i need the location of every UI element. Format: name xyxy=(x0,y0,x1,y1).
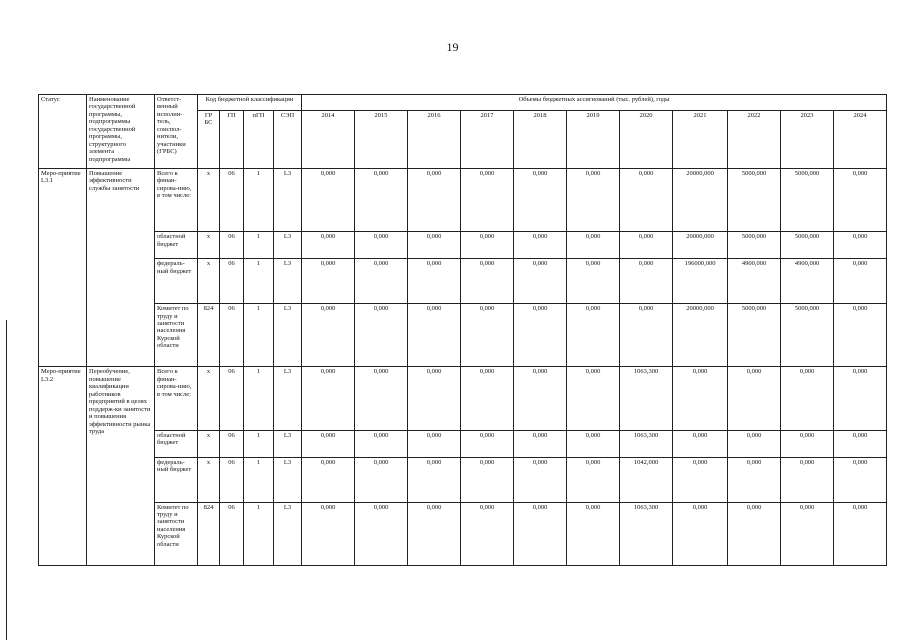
value-cell: 0,000 xyxy=(620,232,673,259)
value-cell: 0,000 xyxy=(302,502,355,565)
value-cell: 0,000 xyxy=(461,367,514,430)
value-cell: 0,000 xyxy=(728,367,781,430)
name-cell: Переобучение, повышение квалификации работников предприятий в целях поддерж-ки занятости и повышения эффективности рынка труда xyxy=(87,367,155,566)
header-year: 2022 xyxy=(728,111,781,169)
value-cell: 0,000 xyxy=(302,367,355,430)
gp-cell: 06 xyxy=(220,232,244,259)
value-cell: 0,000 xyxy=(355,430,408,457)
executor-cell: областной бюджет xyxy=(155,232,198,259)
value-cell: 0,000 xyxy=(408,304,461,367)
pgp-cell: 1 xyxy=(244,169,274,232)
value-cell: 0,000 xyxy=(620,169,673,232)
value-cell: 20000,000 xyxy=(673,169,728,232)
executor-cell: Всего к финан-сирова-нию, в том числе: xyxy=(155,169,198,232)
value-cell: 20000,000 xyxy=(673,232,728,259)
sep-cell: L3 xyxy=(274,457,302,502)
header-year: 2018 xyxy=(514,111,567,169)
value-cell: 0,000 xyxy=(461,259,514,304)
header-name: Наименование государственной программы, подпрограммы государственной программы, структурного элемента подпрограммы xyxy=(87,95,155,169)
header-year: 2014 xyxy=(302,111,355,169)
grbs-cell: 824 xyxy=(198,502,220,565)
value-cell: 0,000 xyxy=(728,502,781,565)
value-cell: 0,000 xyxy=(834,304,887,367)
value-cell: 1063,300 xyxy=(620,367,673,430)
header-year: 2017 xyxy=(461,111,514,169)
header-year: 2016 xyxy=(408,111,461,169)
status-cell: Меро-приятие L3.1 xyxy=(39,169,87,367)
value-cell: 0,000 xyxy=(620,259,673,304)
pgp-cell: 1 xyxy=(244,457,274,502)
value-cell: 0,000 xyxy=(408,169,461,232)
value-cell: 0,000 xyxy=(355,304,408,367)
value-cell: 0,000 xyxy=(514,457,567,502)
pgp-cell: 1 xyxy=(244,259,274,304)
value-cell: 5000,000 xyxy=(781,304,834,367)
grbs-cell: x xyxy=(198,232,220,259)
value-cell: 0,000 xyxy=(514,169,567,232)
value-cell: 0,000 xyxy=(567,232,620,259)
grbs-cell: 824 xyxy=(198,304,220,367)
value-cell: 0,000 xyxy=(302,169,355,232)
value-cell: 196000,000 xyxy=(673,259,728,304)
value-cell: 0,000 xyxy=(514,259,567,304)
value-cell: 0,000 xyxy=(408,367,461,430)
value-cell: 1063,300 xyxy=(620,502,673,565)
value-cell: 0,000 xyxy=(834,430,887,457)
value-cell: 0,000 xyxy=(514,367,567,430)
sep-cell: L3 xyxy=(274,232,302,259)
value-cell: 0,000 xyxy=(673,502,728,565)
gp-cell: 06 xyxy=(220,169,244,232)
sep-cell: L3 xyxy=(274,367,302,430)
value-cell: 0,000 xyxy=(673,430,728,457)
value-cell: 0,000 xyxy=(302,232,355,259)
gp-cell: 06 xyxy=(220,502,244,565)
executor-cell: Комитет по труду и занятости населения Курской области xyxy=(155,502,198,565)
value-cell: 0,000 xyxy=(728,430,781,457)
header-year: 2024 xyxy=(834,111,887,169)
header-year: 2020 xyxy=(620,111,673,169)
sep-cell: L3 xyxy=(274,259,302,304)
grbs-cell: x xyxy=(198,457,220,502)
sep-cell: L3 xyxy=(274,169,302,232)
value-cell: 0,000 xyxy=(355,232,408,259)
header-code-group: Код бюджетной классификации xyxy=(198,95,302,111)
value-cell: 0,000 xyxy=(355,457,408,502)
gp-cell: 06 xyxy=(220,367,244,430)
value-cell: 0,000 xyxy=(302,259,355,304)
header-year: 2021 xyxy=(673,111,728,169)
value-cell: 0,000 xyxy=(834,502,887,565)
header-year: 2015 xyxy=(355,111,408,169)
gp-cell: 06 xyxy=(220,457,244,502)
value-cell: 0,000 xyxy=(834,169,887,232)
value-cell: 0,000 xyxy=(781,457,834,502)
name-cell: Повышение эффективности службы занятости xyxy=(87,169,155,367)
value-cell: 0,000 xyxy=(567,169,620,232)
pgp-cell: 1 xyxy=(244,232,274,259)
value-cell: 0,000 xyxy=(302,457,355,502)
table-row xyxy=(39,169,887,232)
value-cell: 5000,000 xyxy=(728,232,781,259)
grbs-cell: x xyxy=(198,259,220,304)
table-row xyxy=(39,367,887,430)
value-cell: 0,000 xyxy=(567,430,620,457)
value-cell: 0,000 xyxy=(355,367,408,430)
gp-cell: 06 xyxy=(220,304,244,367)
value-cell: 0,000 xyxy=(408,259,461,304)
table-row xyxy=(39,502,887,565)
value-cell: 20000,000 xyxy=(673,304,728,367)
header-grbs: ГР БС xyxy=(198,111,220,169)
value-cell: 0,000 xyxy=(461,169,514,232)
value-cell: 0,000 xyxy=(673,457,728,502)
value-cell: 0,000 xyxy=(728,457,781,502)
gp-cell: 06 xyxy=(220,430,244,457)
value-cell: 0,000 xyxy=(781,502,834,565)
table-row xyxy=(39,457,887,502)
value-cell: 0,000 xyxy=(302,304,355,367)
value-cell: 0,000 xyxy=(781,367,834,430)
executor-cell: федераль-ный бюджет xyxy=(155,457,198,502)
value-cell: 0,000 xyxy=(408,430,461,457)
value-cell: 0,000 xyxy=(461,502,514,565)
executor-cell: Комитет по труду и занятости населения Курской области xyxy=(155,304,198,367)
value-cell: 4900,000 xyxy=(781,259,834,304)
sep-cell: L3 xyxy=(274,502,302,565)
value-cell: 0,000 xyxy=(567,457,620,502)
margin-line xyxy=(6,320,7,640)
value-cell: 0,000 xyxy=(567,259,620,304)
value-cell: 0,000 xyxy=(408,457,461,502)
table-row xyxy=(39,232,887,259)
value-cell: 0,000 xyxy=(673,367,728,430)
value-cell: 0,000 xyxy=(408,502,461,565)
pgp-cell: 1 xyxy=(244,304,274,367)
pgp-cell: 1 xyxy=(244,430,274,457)
value-cell: 0,000 xyxy=(461,232,514,259)
value-cell: 0,000 xyxy=(514,304,567,367)
value-cell: 0,000 xyxy=(834,457,887,502)
value-cell: 0,000 xyxy=(302,430,355,457)
executor-cell: Всего к финан-сирова-нию, в том числе: xyxy=(155,367,198,430)
grbs-cell: x xyxy=(198,430,220,457)
value-cell: 0,000 xyxy=(461,430,514,457)
grbs-cell: x xyxy=(198,169,220,232)
status-cell: Меро-приятие L3.2 xyxy=(39,367,87,566)
value-cell: 0,000 xyxy=(567,304,620,367)
value-cell: 0,000 xyxy=(834,367,887,430)
header-pgp: пГП xyxy=(244,111,274,169)
grbs-cell: x xyxy=(198,367,220,430)
sep-cell: L3 xyxy=(274,430,302,457)
value-cell: 5000,000 xyxy=(781,169,834,232)
header-sep: СЭП xyxy=(274,111,302,169)
header-volumes: Объемы бюджетных ассигнований (тыс. рублей), годы xyxy=(302,95,887,111)
value-cell: 0,000 xyxy=(781,430,834,457)
table-row xyxy=(39,259,887,304)
header-executor: Ответст-венный исполни-тель, соиспол-нители, участники (ГРБС) xyxy=(155,95,198,169)
pgp-cell: 1 xyxy=(244,502,274,565)
value-cell: 0,000 xyxy=(355,502,408,565)
value-cell: 0,000 xyxy=(834,259,887,304)
value-cell: 0,000 xyxy=(567,502,620,565)
header-gp: ГП xyxy=(220,111,244,169)
executor-cell: федераль-ный бюджет xyxy=(155,259,198,304)
value-cell: 0,000 xyxy=(461,304,514,367)
value-cell: 5000,000 xyxy=(781,232,834,259)
value-cell: 1042,000 xyxy=(620,457,673,502)
pgp-cell: 1 xyxy=(244,367,274,430)
gp-cell: 06 xyxy=(220,259,244,304)
value-cell: 5000,000 xyxy=(728,304,781,367)
header-year: 2023 xyxy=(781,111,834,169)
value-cell: 0,000 xyxy=(514,232,567,259)
value-cell: 0,000 xyxy=(514,430,567,457)
value-cell: 0,000 xyxy=(567,367,620,430)
value-cell: 4900,000 xyxy=(728,259,781,304)
value-cell: 0,000 xyxy=(461,457,514,502)
value-cell: 1063,300 xyxy=(620,430,673,457)
table-row xyxy=(39,304,887,367)
header-status: Статус xyxy=(39,95,87,169)
table-row xyxy=(39,430,887,457)
value-cell: 0,000 xyxy=(620,304,673,367)
value-cell: 0,000 xyxy=(408,232,461,259)
sep-cell: L3 xyxy=(274,304,302,367)
page-number: 19 xyxy=(446,40,459,54)
budget-table xyxy=(38,94,887,566)
value-cell: 0,000 xyxy=(514,502,567,565)
value-cell: 5000,000 xyxy=(728,169,781,232)
value-cell: 0,000 xyxy=(834,232,887,259)
executor-cell: областной бюджет xyxy=(155,430,198,457)
value-cell: 0,000 xyxy=(355,169,408,232)
value-cell: 0,000 xyxy=(355,259,408,304)
header-year: 2019 xyxy=(567,111,620,169)
